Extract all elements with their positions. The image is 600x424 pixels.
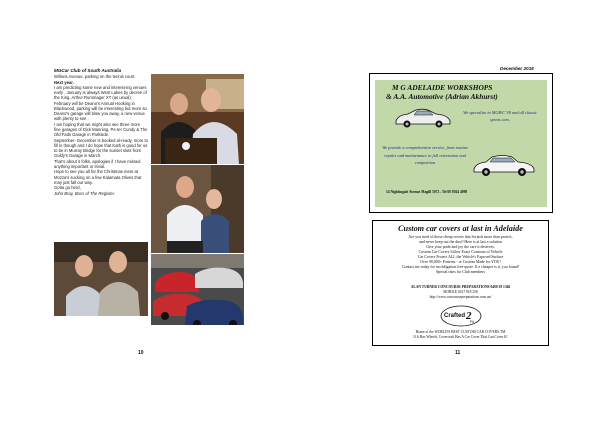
workshop-ad-title: M G ADELAIDE WORKSHOPS [392, 83, 493, 92]
workshop-ad-specialty: We specialise in MGB/C V8 and all classic sports cars. [463, 110, 537, 122]
car-covers-body-line: Custom Car Covers follow Exact Contours of Vehicle [418, 249, 503, 254]
car-covers-body-line: Special rates for Club members [435, 270, 486, 275]
photo-classic-cars [151, 254, 244, 325]
workshop-ad-services: We provide a comprehensive service, from routine repairs and maintenance to full restoration and competition [382, 145, 468, 166]
sports-car-illustration-bottom [472, 152, 536, 178]
workshop-ad-address: 14 Nightingale Avenue Magill 5072 . Tel 08 8364 4998 [386, 190, 468, 194]
photo-couple [151, 165, 244, 253]
article-paragraph: I am predicting some new and interest-ing venues early . January is always West Lakes by decree of the King, Arthur Rummager XT (as usual). February will be Deano's Annual Hooking in Blackwood, parking will be interesting but more so Deano's garage will blow you away, a new venue with plenty to see . [54, 85, 147, 122]
sports-car-illustration-top [394, 107, 452, 129]
car-covers-body-line: Car Covers Protect ALL the Vehicle's Exposed Surface [417, 254, 504, 259]
page-number-left: 10 [138, 350, 144, 356]
car-covers-footer [373, 330, 548, 339]
car-covers-body-line: Over 90,000+ Patterns - or Custom Made for YOU! [420, 259, 501, 264]
car-covers-body-line: Give your pride and joy the care it deserves. [426, 244, 495, 249]
car-covers-mobile: MOBILE 0417 818 258 [443, 289, 478, 294]
article-paragraph: Next year. [54, 79, 74, 85]
article-paragraph: Gotta go herd, [54, 185, 81, 191]
car-covers-body-line: Are you tired of those cheap covers that Scratch more than protect, [408, 234, 513, 239]
car-covers-body-line: Contact me today for an obligation free quote. If a cheaper is it, you found! [401, 265, 520, 270]
car-covers-contact-name: ALAN TURNER CONCOURSE PREPARATIONS 0400 39 1346 [410, 285, 511, 289]
issue-date: December 2018 [500, 66, 534, 71]
photo-two-men [54, 242, 148, 316]
car-covers-contact [373, 285, 548, 300]
crafted-2-fit-logo [440, 305, 482, 327]
page-number-right: 11 [455, 350, 461, 356]
article-text [54, 74, 148, 196]
article-paragraph: September- December is booked al-ready, more to fill in though and I do hope that Kath is good for us to be in Murray Bridge for the sunset slots from Goldy's Garage in March. [54, 137, 148, 159]
car-covers-footer-line1: Home of the WORLD'S BEST CUSTOM CAR COVERS.TM [415, 330, 506, 334]
car-covers-footer-line2: If It Has Wheels, Covercraft Has A Car Cover That Can Cover It! [413, 334, 508, 339]
photo-two-men-at-table [151, 74, 244, 164]
right-page [300, 0, 600, 424]
workshop-ad-subtitle: & A.A. Automotive (Adrian Akhurst) [386, 92, 498, 101]
club-header: MGCar Club of South Australia [54, 68, 122, 73]
article-paragraph: I am hoping that we might also see three more fine garages of Dick Manning, Pe-ter Cundy & The Old Fads Garage in Parkside. [54, 121, 148, 138]
car-covers-body-line: and never keep out the dust? Here is at last a solution [419, 239, 502, 244]
article-paragraph: John Bray, Boss of The Register. [54, 190, 115, 196]
article-paragraph: That's about it folks, apologies if I have missed anything important or trivial. [54, 158, 141, 169]
article-paragraph: Hope to see you all for the Christmas meet at Mozza's sucking on a few Kalamata Olives that may just fall our way. [54, 169, 142, 185]
logo-crafted-text: Crafted [444, 313, 466, 319]
workshop-ad [369, 73, 553, 213]
article-paragraph: Willons Avenue, parking on the tennis court. [54, 74, 136, 79]
car-covers-heading: Custom car covers at last in Adelaide [398, 224, 523, 233]
logo-fit-text: Fit [470, 320, 474, 324]
car-covers-website[interactable]: http://www.concoursepreparations.com.au/ [429, 294, 492, 299]
car-covers-ad [372, 220, 549, 346]
car-covers-body [378, 235, 543, 276]
logo-number: 2 [466, 310, 472, 322]
